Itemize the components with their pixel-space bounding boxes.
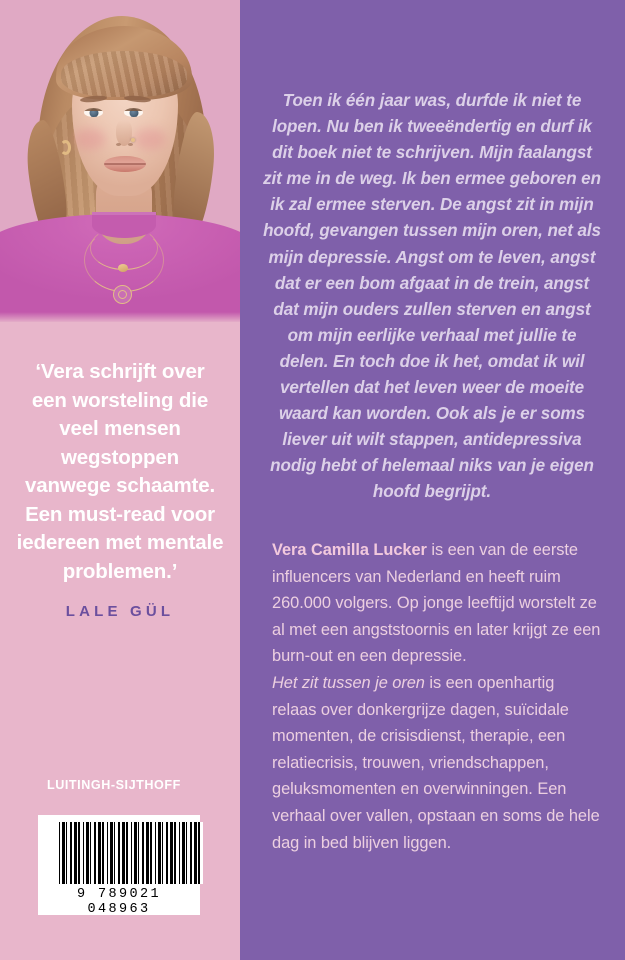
- back-cover-blurb: Toen ik één jaar was, durfde ik niet te lopen. Nu ben ik tweeëndertig en durf ik dit boek niet te schrijven. Mijn faalangst zit me in de weg. Ik ben ermee geboren en ik zal ermee sterven. De angst zit in mijn hoofd, gevangen tussen mijn oren, net als mijn depressie. Angst om te leven, angst dat er een bom afgaat in de trein, angst dat mijn ouders zullen sterven en angst om mijn eerlijke verhaal met jullie te delen. En toch doe ik het, omdat ik wil vertellen dat het leven weer de moeite waard kan worden. Ook als je er soms liever uit wilt stappen, antidepressiva nodig hebt of helemaal niks van je eigen hoofd begrijpt.: [263, 91, 601, 502]
- nostril-left: [116, 143, 121, 146]
- author-bio-part-one: is een van de eerste influencers van Nederland en heeft ruim 260.000 volgers. Op jonge leeftijd worstelt ze al met een angststoornis en later krijgt ze een burn-out en een depressie.: [272, 541, 601, 666]
- lip-line: [104, 163, 146, 165]
- earring-icon: [60, 140, 71, 155]
- necklace-chain-outer-icon: [84, 228, 164, 292]
- barcode-bars-icon: [59, 822, 203, 884]
- nostril-right: [128, 143, 133, 146]
- review-quote-block: [0, 358, 240, 620]
- barcode: [38, 815, 200, 915]
- photo-bottom-fade: [0, 312, 240, 322]
- eye-left-icon: [84, 108, 103, 117]
- author-bio: [272, 537, 602, 856]
- left-pink-column: [0, 0, 240, 960]
- necklace-bead-icon: [118, 264, 128, 272]
- author-portrait: [0, 0, 240, 322]
- barcode-isbn-digits: 9 789021 048963: [76, 887, 161, 917]
- right-purple-column: [240, 0, 625, 960]
- blush-left: [74, 128, 106, 150]
- eye-right-icon: [124, 108, 143, 117]
- review-quote-attribution: LALE GÜL: [65, 603, 175, 620]
- necklace-pendant-icon: [113, 285, 132, 304]
- book-title: Het zit tussen je oren: [272, 673, 425, 692]
- author-bio-part-two: is een openhartig relaas over donkergrijze dagen, suïcidale momenten, de crisisdienst, therapie, een relatiecrisis, trouwen, vriendschappen, geluksmomenten en overwinningen. Een verhaal over vallen, opstaan en soms de hele dag in bed blijven liggen.: [272, 673, 600, 852]
- review-quote-text: ‘Vera schrijft over een worsteling die veel mensen wegstoppen vanwege schaamte. Een must-read voor iedereen met mentale problemen.’: [16, 360, 224, 583]
- publisher-logo: LUITINGH-SIJTHOFF: [47, 778, 181, 792]
- nose-stud-icon: [131, 138, 135, 142]
- author-name: Vera Camilla Lucker: [272, 541, 427, 559]
- blush-right: [134, 128, 166, 150]
